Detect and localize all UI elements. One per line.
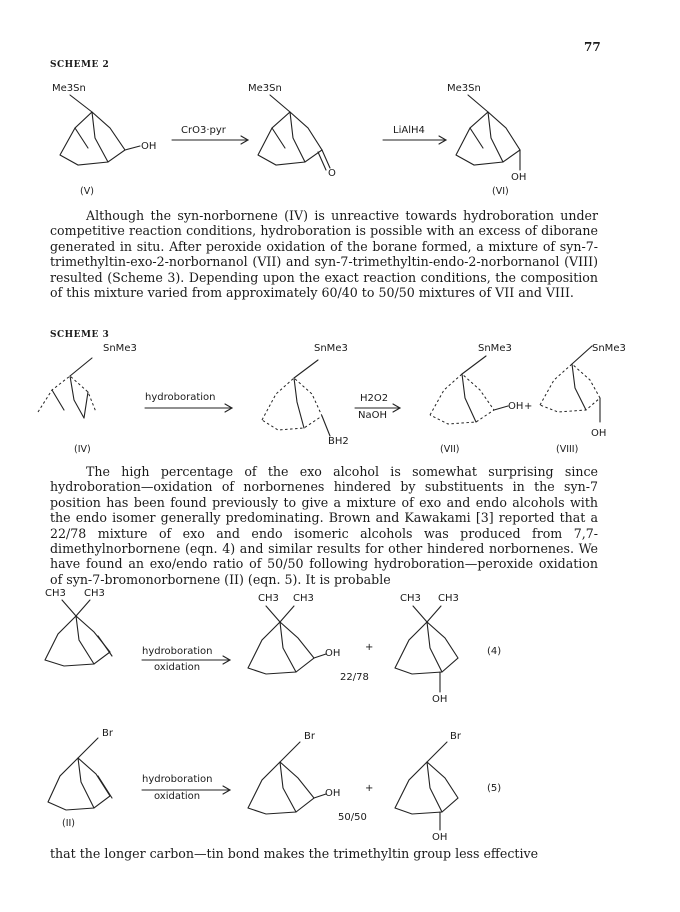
scheme3-compound-iv-label: (IV) <box>74 444 91 455</box>
scheme2-substituent-vi: Me3Sn <box>447 83 481 94</box>
eqn5-start-structure <box>48 738 112 810</box>
scheme3-compound-iv-structure <box>38 358 96 418</box>
scheme3-reagent-1: hydroboration <box>145 392 216 403</box>
scheme3-substituent-iv: SnMe3 <box>103 343 137 354</box>
eqn5-exo-product-structure <box>248 742 326 814</box>
eqn4-reagent-top: hydroboration <box>142 646 213 657</box>
eqn4-ratio: 22/78 <box>340 672 369 683</box>
eqn4-start-substituent-left: CH3 <box>45 588 66 599</box>
scheme3-substituent-viii: SnMe3 <box>592 343 626 354</box>
scheme3-compound-viii-structure <box>540 346 600 422</box>
scheme-3-label: SCHEME 3 <box>50 330 110 340</box>
eqn4-exo-substituent-left: CH3 <box>258 593 279 604</box>
eqn5-reagent-bottom: oxidation <box>154 791 201 802</box>
scheme-2-label: SCHEME 2 <box>50 60 110 70</box>
scheme3-oh-viii: OH <box>591 428 607 439</box>
scheme3-compound-viii-label: (VIII) <box>556 444 579 455</box>
eqn4-reagent-bottom: oxidation <box>154 662 201 673</box>
scheme2-reagent-2: LiAlH4 <box>393 125 425 136</box>
scheme2-substituent-ketone: Me3Sn <box>248 83 282 94</box>
eqn4-oh-endo: OH <box>432 694 448 705</box>
eqn5-oh-exo: OH <box>325 788 341 799</box>
scheme3-bh2: BH2 <box>328 436 349 447</box>
eqn5-endo-product-structure <box>395 742 458 830</box>
scheme2-compound-vi-structure <box>456 95 520 170</box>
scheme3-compound-vii-label: (VII) <box>440 444 460 455</box>
scheme3-substituent-vii: SnMe3 <box>478 343 512 354</box>
scheme3-borane-structure <box>262 360 330 436</box>
scheme3-compound-vii-structure <box>430 356 508 424</box>
scheme2-reagent-1: CrO3·pyr <box>181 125 226 136</box>
scheme2-ketone-o: O <box>328 168 336 179</box>
eqn4-start-substituent-right: CH3 <box>84 588 105 599</box>
eqn5-start-substituent: Br <box>102 728 113 739</box>
eqn5-number: (5) <box>487 783 502 794</box>
eqn4-oh-exo: OH <box>325 648 341 659</box>
eqn5-reagent-top: hydroboration <box>142 774 213 785</box>
eqn4-exo-product-structure <box>248 606 326 674</box>
scheme3-reagent-2-top: H2O2 <box>360 393 389 404</box>
scheme2-oh-vi: OH <box>511 172 527 183</box>
eqn4-endo-product-structure <box>395 606 458 692</box>
scheme2-oh-v: OH <box>141 141 157 152</box>
scheme2-compound-v-label: (V) <box>80 186 94 197</box>
eqn4-number: (4) <box>487 646 502 657</box>
scheme3-reagent-2-bottom: NaOH <box>358 410 387 421</box>
scheme2-substituent-v: Me3Sn <box>52 83 86 94</box>
paragraph-1: Although the syn-norbornene (IV) is unreactive towards hydroboration under competitive reaction conditions, hydroboration is possible with an excess of diborane generated in situ. After peroxide oxidation of the borane formed, a mixture of syn-7-trimethyltin-exo-2-norbornanol (VII) and syn-7-trimethyltin-endo-2-norbornanol (VIII) resulted (Scheme 3). Depending upon the exact reaction conditions, the composition of this mixture varied from approximately 60/40 to 50/50 mixtures of VII and VIII. <box>50 208 598 301</box>
scheme3-plus: + <box>524 401 533 412</box>
scheme2-compound-v-structure <box>60 95 140 165</box>
eqn5-exo-substituent: Br <box>304 731 315 742</box>
eqn5-plus: + <box>365 783 374 794</box>
scheme3-oh-vii: OH <box>508 401 524 412</box>
scheme2-compound-vi-label: (VI) <box>492 186 509 197</box>
eqn4-exo-substituent-right: CH3 <box>293 593 314 604</box>
eqn4-start-structure <box>45 600 112 666</box>
eqn5-compound-ii-label: (II) <box>62 818 76 829</box>
eqn5-oh-endo: OH <box>432 832 448 843</box>
scheme2-ketone-structure <box>258 95 330 170</box>
eqn4-endo-substituent-right: CH3 <box>438 593 459 604</box>
page-number: 77 <box>584 40 601 54</box>
scheme3-substituent-borane: SnMe3 <box>314 343 348 354</box>
paragraph-2: The high percentage of the exo alcohol is somewhat surprising since hydroboration—oxidation of norbornenes hindered by substituents in the syn-7 position has been found previously to give a mixture of exo and endo alcohols with the endo isomer generally predominating. Brown and Kawakami [3] reported that a 22/78 mixture of exo and endo isomeric alcohols was produced from 7,7-dimethylnorbornene (eqn. 4) and similar results for other hindered norbornenes. We have found an exo/endo ratio of 50/50 following hydroboration—peroxide oxidation of syn-7-bromonorbornene (II) (eqn. 5). It is probable <box>50 464 598 587</box>
eqn5-endo-substituent: Br <box>450 731 461 742</box>
eqn4-plus: + <box>365 642 374 653</box>
eqn5-ratio: 50/50 <box>338 812 367 823</box>
eqn4-endo-substituent-left: CH3 <box>400 593 421 604</box>
paragraph-3: that the longer carbon—tin bond makes the trimethyltin group less effective <box>50 846 539 861</box>
